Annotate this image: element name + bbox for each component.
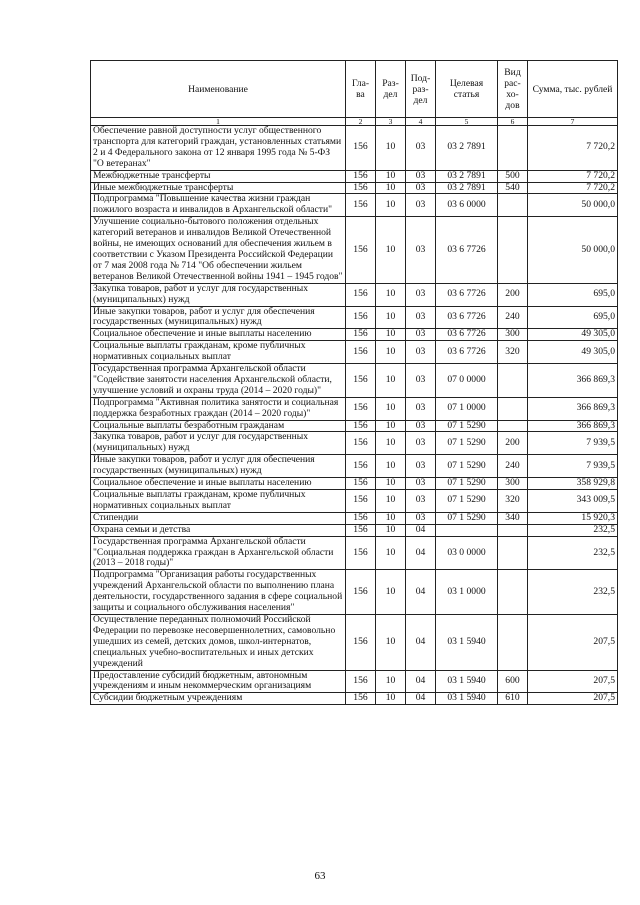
row-expense-type-cell: [498, 126, 528, 171]
row-amount-cell: 207,5: [528, 614, 618, 670]
header-cell-subsection: Под-раз-дел: [406, 61, 436, 118]
row-chapter-cell: 156: [346, 614, 376, 670]
row-chapter-cell: 156: [346, 693, 376, 705]
row-amount-cell: 15 920,3: [528, 512, 618, 524]
row-subsection-cell: 03: [406, 432, 436, 455]
row-amount-cell: 207,5: [528, 693, 618, 705]
row-chapter-cell: 156: [346, 524, 376, 536]
row-section-cell: 10: [376, 512, 406, 524]
column-number: 1: [91, 118, 346, 126]
row-target-article-cell: 07 1 5290: [436, 490, 498, 513]
table-row: [91, 126, 618, 171]
table-row: [91, 614, 618, 670]
table-row: [91, 364, 618, 398]
row-chapter-cell: 156: [346, 670, 376, 693]
column-number: 2: [346, 118, 376, 126]
row-chapter-cell: 156: [346, 182, 376, 194]
row-target-article-cell: 03 2 7891: [436, 170, 498, 182]
row-name-cell: Предоставление субсидий бюджетным, автономным учреждениям и иным некоммерческим организациям: [91, 670, 346, 693]
row-subsection-cell: 04: [406, 614, 436, 670]
row-expense-type-cell: [498, 570, 528, 615]
table-row: [91, 512, 618, 524]
row-section-cell: 10: [376, 420, 406, 432]
table-row: [91, 306, 618, 329]
row-section-cell: 10: [376, 329, 406, 341]
header-cell-name: Наименование: [91, 61, 346, 118]
row-expense-type-cell: 320: [498, 490, 528, 513]
row-section-cell: 10: [376, 670, 406, 693]
row-name-cell: Социальные выплаты гражданам, кроме публичных нормативных социальных выплат: [91, 490, 346, 513]
row-expense-type-cell: [498, 397, 528, 420]
row-chapter-cell: 156: [346, 306, 376, 329]
row-amount-cell: 50 000,0: [528, 217, 618, 283]
row-name-cell: Межбюджетные трансферты: [91, 170, 346, 182]
row-name-cell: Улучшение социально-бытового положения отдельных категорий ветеранов и инвалидов Великой Отечественной войны, не имеющих оснований для обеспечения жильем в соответствии с Указом Президента Российской Федерации от 7 мая 2008 года № 714 "Об обеспечении жильем ветеранов Великой Отечественной войны 1941 – 1945 годов": [91, 217, 346, 283]
row-chapter-cell: 156: [346, 283, 376, 306]
table-body: [91, 126, 618, 705]
row-amount-cell: 49 305,0: [528, 341, 618, 364]
row-subsection-cell: 03: [406, 397, 436, 420]
row-subsection-cell: 03: [406, 194, 436, 217]
row-section-cell: 10: [376, 126, 406, 171]
row-amount-cell: 50 000,0: [528, 194, 618, 217]
row-target-article-cell: 03 2 7891: [436, 182, 498, 194]
row-target-article-cell: 03 1 5940: [436, 670, 498, 693]
row-section-cell: 10: [376, 364, 406, 398]
row-name-cell: Иные закупки товаров, работ и услуг для обеспечения государственных (муниципальных) нужд: [91, 306, 346, 329]
row-target-article-cell: 03 6 7726: [436, 341, 498, 364]
row-target-article-cell: 03 0 0000: [436, 536, 498, 570]
row-amount-cell: 695,0: [528, 306, 618, 329]
row-expense-type-cell: 340: [498, 512, 528, 524]
table-row: [91, 194, 618, 217]
row-expense-type-cell: [498, 420, 528, 432]
row-chapter-cell: 156: [346, 478, 376, 490]
row-target-article-cell: 03 6 7726: [436, 306, 498, 329]
row-section-cell: 10: [376, 490, 406, 513]
header-cell-chapter: Гла-ва: [346, 61, 376, 118]
table-row: [91, 536, 618, 570]
column-number: 3: [376, 118, 406, 126]
row-subsection-cell: 03: [406, 283, 436, 306]
row-expense-type-cell: 200: [498, 283, 528, 306]
row-expense-type-cell: 240: [498, 306, 528, 329]
row-amount-cell: 358 929,8: [528, 478, 618, 490]
row-name-cell: Государственная программа Архангельской области "Социальная поддержка граждан в Архангельской области (2013 – 2018 годы)": [91, 536, 346, 570]
row-section-cell: 10: [376, 478, 406, 490]
row-expense-type-cell: [498, 536, 528, 570]
table-row: [91, 420, 618, 432]
row-amount-cell: 7 939,5: [528, 432, 618, 455]
table-row: [91, 455, 618, 478]
row-target-article-cell: 07 1 5290: [436, 512, 498, 524]
row-expense-type-cell: [498, 194, 528, 217]
row-subsection-cell: 03: [406, 364, 436, 398]
row-target-article-cell: 07 1 5290: [436, 478, 498, 490]
row-chapter-cell: 156: [346, 194, 376, 217]
row-target-article-cell: 03 1 0000: [436, 570, 498, 615]
table-row: [91, 490, 618, 513]
row-chapter-cell: 156: [346, 126, 376, 171]
row-section-cell: 10: [376, 397, 406, 420]
row-name-cell: Осуществление переданных полномочий Российской Федерации по перевозке несовершеннолетних, самовольно ушедших из семей, детских домов, школ-интернатов, специальных учебно-воспитательных и иных детских учреждений: [91, 614, 346, 670]
row-subsection-cell: 04: [406, 693, 436, 705]
row-amount-cell: 7 720,2: [528, 170, 618, 182]
row-target-article-cell: 03 6 7726: [436, 217, 498, 283]
row-amount-cell: 695,0: [528, 283, 618, 306]
row-amount-cell: 366 869,3: [528, 420, 618, 432]
row-name-cell: Обеспечение равной доступности услуг общественного транспорта для категорий граждан, установленных статьями 2 и 4 Федерального закона от 12 января 1995 года № 5-ФЗ "О ветеранах": [91, 126, 346, 171]
row-expense-type-cell: [498, 217, 528, 283]
row-subsection-cell: 04: [406, 536, 436, 570]
row-name-cell: Иные закупки товаров, работ и услуг для обеспечения государственных (муниципальных) нужд: [91, 455, 346, 478]
row-section-cell: 10: [376, 614, 406, 670]
table-row: [91, 570, 618, 615]
column-number: 5: [436, 118, 498, 126]
row-chapter-cell: 156: [346, 512, 376, 524]
row-subsection-cell: 03: [406, 126, 436, 171]
table-row: [91, 217, 618, 283]
row-expense-type-cell: 300: [498, 329, 528, 341]
row-amount-cell: 207,5: [528, 670, 618, 693]
row-expense-type-cell: [498, 364, 528, 398]
row-section-cell: 10: [376, 283, 406, 306]
row-name-cell: Социальные выплаты гражданам, кроме публичных нормативных социальных выплат: [91, 341, 346, 364]
table-row: [91, 397, 618, 420]
row-section-cell: 10: [376, 217, 406, 283]
row-subsection-cell: 03: [406, 341, 436, 364]
row-name-cell: Государственная программа Архангельской области "Содействие занятости населения Архангельской области, улучшение условий и охраны труда (2014 – 2020 годы)": [91, 364, 346, 398]
row-name-cell: Иные межбюджетные трансферты: [91, 182, 346, 194]
row-subsection-cell: 03: [406, 182, 436, 194]
row-target-article-cell: 07 1 0000: [436, 397, 498, 420]
row-amount-cell: 366 869,3: [528, 397, 618, 420]
row-chapter-cell: 156: [346, 217, 376, 283]
table-row: [91, 170, 618, 182]
row-expense-type-cell: 610: [498, 693, 528, 705]
table-row: [91, 329, 618, 341]
row-chapter-cell: 156: [346, 570, 376, 615]
row-chapter-cell: 156: [346, 341, 376, 364]
row-target-article-cell: 03 6 0000: [436, 194, 498, 217]
row-section-cell: 10: [376, 432, 406, 455]
row-chapter-cell: 156: [346, 490, 376, 513]
row-name-cell: Подпрограмма "Активная политика занятости и социальная поддержка безработных граждан (2014 – 2020 годы)": [91, 397, 346, 420]
row-name-cell: Охрана семьи и детства: [91, 524, 346, 536]
table-row: [91, 283, 618, 306]
row-target-article-cell: 07 1 5290: [436, 432, 498, 455]
row-chapter-cell: 156: [346, 170, 376, 182]
row-chapter-cell: 156: [346, 329, 376, 341]
row-chapter-cell: 156: [346, 536, 376, 570]
header-cell-amount: Сумма, тыс. рублей: [528, 61, 618, 118]
row-expense-type-cell: 300: [498, 478, 528, 490]
row-section-cell: 10: [376, 570, 406, 615]
row-amount-cell: 7 720,2: [528, 182, 618, 194]
row-subsection-cell: 03: [406, 420, 436, 432]
row-name-cell: Подпрограмма "Повышение качества жизни граждан пожилого возраста и инвалидов в Архангельской области": [91, 194, 346, 217]
row-expense-type-cell: 600: [498, 670, 528, 693]
table-header-row: [91, 61, 618, 118]
page-number: 63: [314, 870, 326, 882]
row-subsection-cell: 03: [406, 490, 436, 513]
table-row: [91, 478, 618, 490]
row-expense-type-cell: 200: [498, 432, 528, 455]
row-amount-cell: 7 720,2: [528, 126, 618, 171]
row-target-article-cell: 07 1 5290: [436, 420, 498, 432]
row-target-article-cell: [436, 524, 498, 536]
row-expense-type-cell: 320: [498, 341, 528, 364]
row-subsection-cell: 04: [406, 570, 436, 615]
row-section-cell: 10: [376, 693, 406, 705]
row-amount-cell: 7 939,5: [528, 455, 618, 478]
row-name-cell: Субсидии бюджетным учреждениям: [91, 693, 346, 705]
row-expense-type-cell: 540: [498, 182, 528, 194]
row-subsection-cell: 03: [406, 217, 436, 283]
row-name-cell: Стипендии: [91, 512, 346, 524]
row-name-cell: Закупка товаров, работ и услуг для государственных (муниципальных) нужд: [91, 283, 346, 306]
row-section-cell: 10: [376, 170, 406, 182]
row-target-article-cell: 07 1 5290: [436, 455, 498, 478]
row-expense-type-cell: [498, 524, 528, 536]
row-amount-cell: 232,5: [528, 570, 618, 615]
row-amount-cell: 366 869,3: [528, 364, 618, 398]
column-number: 6: [498, 118, 528, 126]
row-section-cell: 10: [376, 341, 406, 364]
row-subsection-cell: 03: [406, 170, 436, 182]
row-target-article-cell: 03 1 5940: [436, 614, 498, 670]
row-subsection-cell: 03: [406, 455, 436, 478]
table-row: [91, 341, 618, 364]
row-amount-cell: 49 305,0: [528, 329, 618, 341]
row-target-article-cell: 03 2 7891: [436, 126, 498, 171]
row-target-article-cell: 03 6 7726: [436, 283, 498, 306]
row-target-article-cell: 07 0 0000: [436, 364, 498, 398]
header-cell-expense-type: Вид рас-хо-дов: [498, 61, 528, 118]
row-name-cell: Социальное обеспечение и иные выплаты населению: [91, 329, 346, 341]
row-subsection-cell: 04: [406, 524, 436, 536]
header-cell-target-article: Целевая статья: [436, 61, 498, 118]
row-chapter-cell: 156: [346, 397, 376, 420]
row-expense-type-cell: 240: [498, 455, 528, 478]
row-subsection-cell: 03: [406, 512, 436, 524]
table-row: [91, 432, 618, 455]
row-name-cell: Социальное обеспечение и иные выплаты населению: [91, 478, 346, 490]
row-target-article-cell: 03 6 7726: [436, 329, 498, 341]
row-name-cell: Социальные выплаты безработным гражданам: [91, 420, 346, 432]
row-section-cell: 10: [376, 524, 406, 536]
table-row: [91, 693, 618, 705]
row-expense-type-cell: [498, 614, 528, 670]
row-section-cell: 10: [376, 536, 406, 570]
row-section-cell: 10: [376, 455, 406, 478]
row-chapter-cell: 156: [346, 432, 376, 455]
row-subsection-cell: 03: [406, 306, 436, 329]
row-target-article-cell: 03 1 5940: [436, 693, 498, 705]
row-subsection-cell: 04: [406, 670, 436, 693]
row-section-cell: 10: [376, 306, 406, 329]
row-chapter-cell: 156: [346, 455, 376, 478]
row-name-cell: Подпрограмма "Организация работы государственных учреждений Архангельской области по выполнению плана деятельности, государственного задания в сфере социальной защиты и социального обслуживания населения": [91, 570, 346, 615]
row-name-cell: Закупка товаров, работ и услуг для государственных (муниципальных) нужд: [91, 432, 346, 455]
row-amount-cell: 343 009,5: [528, 490, 618, 513]
header-cell-section: Раз-дел: [376, 61, 406, 118]
row-amount-cell: 232,5: [528, 524, 618, 536]
row-expense-type-cell: 500: [498, 170, 528, 182]
row-section-cell: 10: [376, 194, 406, 217]
row-chapter-cell: 156: [346, 364, 376, 398]
budget-table: [90, 60, 618, 705]
row-amount-cell: 232,5: [528, 536, 618, 570]
row-chapter-cell: 156: [346, 420, 376, 432]
table-row: [91, 524, 618, 536]
row-subsection-cell: 03: [406, 329, 436, 341]
column-number: 4: [406, 118, 436, 126]
row-section-cell: 10: [376, 182, 406, 194]
table-row: [91, 182, 618, 194]
table-row: [91, 670, 618, 693]
column-number: 7: [528, 118, 618, 126]
row-subsection-cell: 03: [406, 478, 436, 490]
